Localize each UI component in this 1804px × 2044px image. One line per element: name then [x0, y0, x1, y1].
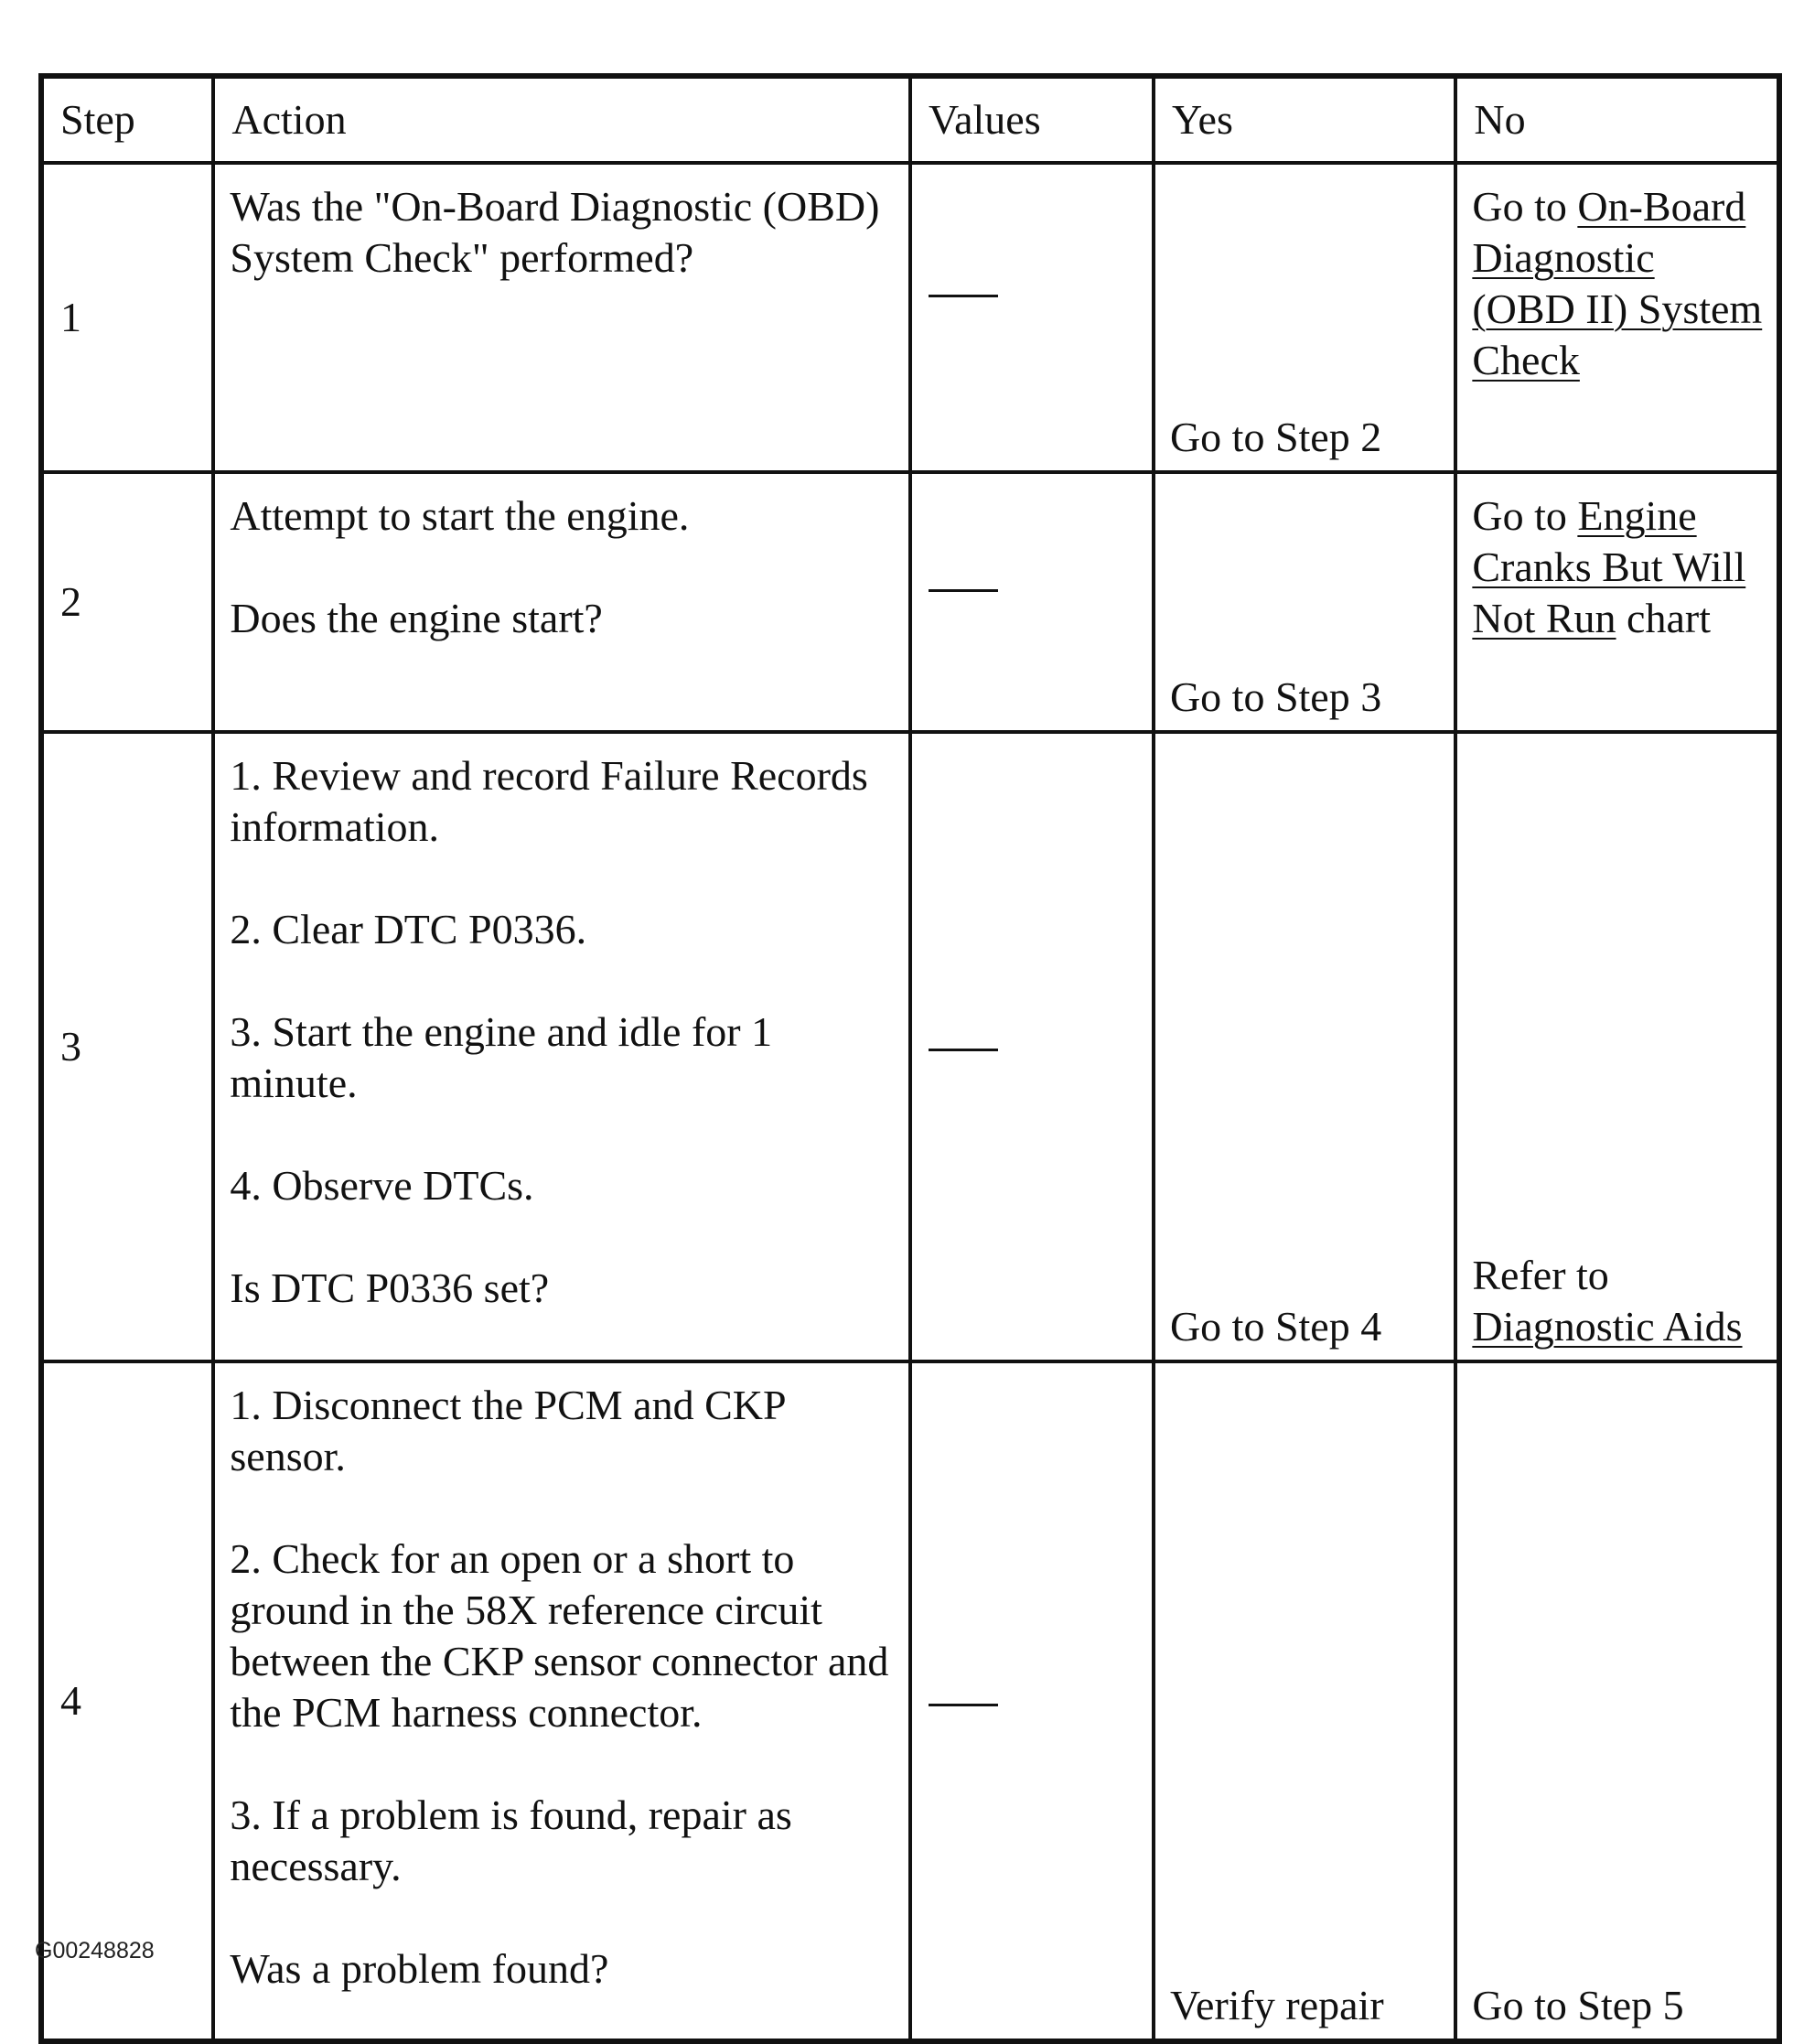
- action-cell: [213, 163, 910, 472]
- figure-code: G00248828: [35, 1938, 155, 1963]
- action-question: Was a problem found?: [230, 1945, 609, 1992]
- yes-text: Go to Step 4: [1169, 1303, 1382, 1350]
- step-number: 2: [60, 578, 81, 625]
- action-step: 1. Disconnect the PCM and CKP sensor.: [230, 1382, 785, 1479]
- action-step: 2. Clear DTC P0336.: [230, 906, 587, 952]
- no-text: Go to Engine Cranks But Will Not Run chart: [1472, 492, 1746, 641]
- header-no: No: [1455, 76, 1779, 163]
- no-text: Refer to Diagnostic Aids: [1472, 1252, 1743, 1350]
- step-cell: [41, 732, 213, 1361]
- table-row: [41, 163, 1779, 472]
- step-cell: [41, 472, 213, 732]
- header-yes: Yes: [1154, 76, 1455, 163]
- header-action: Action: [213, 76, 910, 163]
- header-values: Values: [910, 76, 1154, 163]
- action-cell: [213, 472, 910, 732]
- action-step: 4. Observe DTCs.: [230, 1162, 534, 1209]
- empty-value-dash: [929, 1049, 998, 1051]
- no-cell: [1455, 163, 1779, 472]
- action-cell: [213, 732, 910, 1361]
- values-cell: [910, 163, 1154, 472]
- yes-cell: [1154, 472, 1455, 732]
- no-text: Go to Step 5: [1472, 1982, 1684, 2028]
- step-number: 4: [60, 1677, 81, 1724]
- yes-text: Verify repair: [1169, 1982, 1384, 2028]
- table-row: [41, 732, 1779, 1361]
- action-question: Does the engine start?: [230, 595, 603, 641]
- empty-value-dash: [929, 1704, 998, 1706]
- step-number: 1: [60, 294, 81, 340]
- diagnostic-aids-link[interactable]: Diagnostic Aids: [1472, 1303, 1743, 1350]
- action-text: Was the "On-Board Diagnostic (OBD) System Check" performed?: [230, 183, 880, 281]
- empty-value-dash: [929, 589, 998, 592]
- action-text: Attempt to start the engine.: [230, 492, 690, 539]
- obd-system-check-link[interactable]: On-Board Diagnostic (OBD II) System Check: [1472, 183, 1763, 383]
- no-cell: [1455, 732, 1779, 1361]
- step-cell: [41, 163, 213, 472]
- engine-cranks-link[interactable]: Engine Cranks But Will Not Run: [1472, 492, 1746, 641]
- values-cell: [910, 1361, 1154, 2041]
- header-row: [41, 76, 1779, 163]
- yes-cell: [1154, 732, 1455, 1361]
- yes-text: Go to Step 2: [1169, 414, 1382, 460]
- action-step: 3. Start the engine and idle for 1 minute.: [230, 1008, 773, 1106]
- yes-cell: [1154, 163, 1455, 472]
- yes-text: Go to Step 3: [1169, 673, 1382, 720]
- action-step: 2. Check for an open or a short to ground in the 58X reference circuit between the CKP sensor connector and the PCM harness connector.: [230, 1535, 889, 1736]
- action-step: 3. If a problem is found, repair as necessary.: [230, 1791, 792, 1889]
- no-text: Go to On-Board Diagnostic (OBD II) System Check: [1472, 183, 1763, 383]
- header-step: Step: [41, 76, 213, 163]
- action-cell: [213, 1361, 910, 2041]
- table-row: [41, 1361, 1779, 2041]
- values-cell: [910, 472, 1154, 732]
- action-question: Is DTC P0336 set?: [230, 1264, 550, 1311]
- diagnostic-table: [38, 73, 1782, 2044]
- yes-cell: [1154, 1361, 1455, 2041]
- action-step: 1. Review and record Failure Records information.: [230, 752, 868, 850]
- no-cell: [1455, 1361, 1779, 2041]
- values-cell: [910, 732, 1154, 1361]
- table-row: [41, 472, 1779, 732]
- step-number: 3: [60, 1023, 81, 1070]
- no-cell: [1455, 472, 1779, 732]
- empty-value-dash: [929, 295, 998, 297]
